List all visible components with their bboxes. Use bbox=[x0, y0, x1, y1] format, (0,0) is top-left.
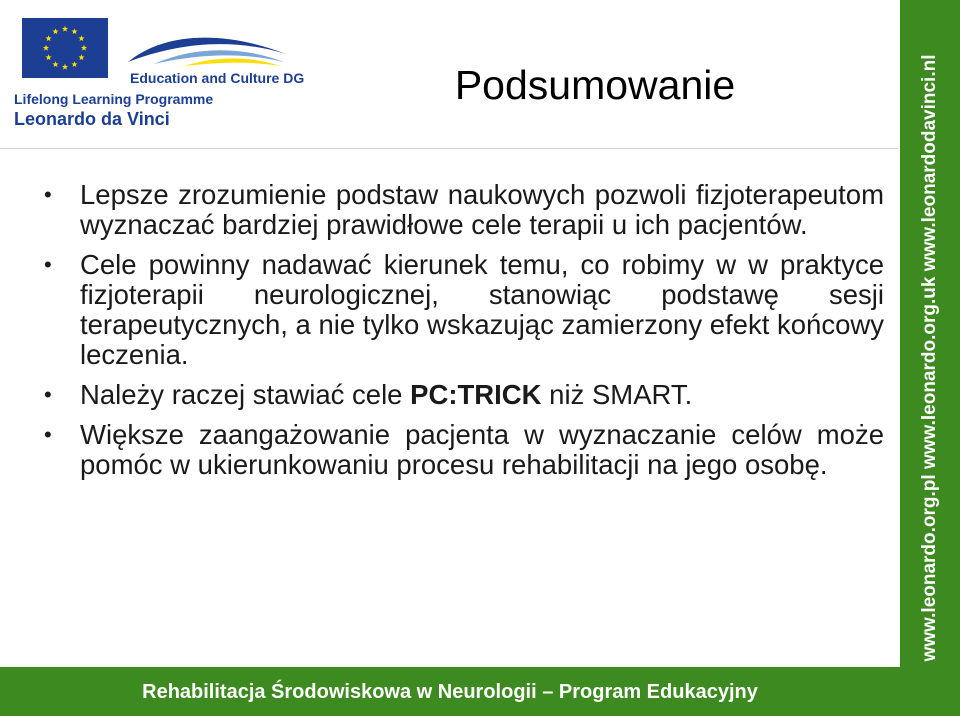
bullet-text-bold: PC:TRICK bbox=[410, 379, 542, 410]
bullet-text: Cele powinny nadawać kierunek temu, co robimy w w praktyce fizjoterapii neurologicznej, stanowiąc podstawę sesji terapeutycznych, a nie tylko wskazując zamierzony efekt końcowy leczenia. bbox=[80, 249, 884, 370]
programme-label: Lifelong Learning Programme bbox=[14, 91, 214, 107]
leonardo-label: Leonardo da Vinci bbox=[14, 109, 170, 129]
bullet-dot-icon: • bbox=[44, 182, 52, 207]
footer-text: Rehabilitacja Środowiskowa w Neurologii – Program Edukacyjny bbox=[142, 681, 758, 703]
bullet-item-3 bbox=[44, 380, 884, 410]
bullet-text-pre: Należy raczej stawiać cele bbox=[80, 379, 411, 410]
eu-flag-icon bbox=[22, 18, 108, 78]
slide-title: Podsumowanie bbox=[454, 62, 736, 108]
bullet-item-1 bbox=[44, 180, 884, 240]
bullet-text: Większe zaangażowanie pacjenta w wyznaczanie celów może pomóc w ukierunkowaniu procesu rehabilitacji na jego osobę. bbox=[80, 419, 884, 480]
bullet-text: Lepsze zrozumienie podstaw naukowych pozwoli fizjoterapeutom wyznaczać bardziej prawidłowe cele terapii u ich pacjentów. bbox=[80, 179, 884, 240]
bullet-dot-icon: • bbox=[44, 252, 52, 277]
dg-label: Education and Culture DG bbox=[130, 70, 305, 86]
sidebar-links: www.leonardo.org.pl www.leonardo.org.uk www.leonardodavinci.nl bbox=[919, 54, 940, 662]
bullet-item-2 bbox=[44, 250, 884, 370]
logo-header bbox=[0, 0, 305, 138]
bullet-text-post: niż SMART. bbox=[541, 379, 693, 410]
dg-swoosh-icon bbox=[124, 28, 290, 68]
bullet-dot-icon: • bbox=[44, 382, 52, 407]
bullet-item-4 bbox=[44, 420, 884, 480]
title-divider bbox=[0, 148, 898, 149]
footer-bar bbox=[0, 667, 900, 716]
bullet-dot-icon: • bbox=[44, 422, 52, 447]
bullet-list bbox=[44, 180, 884, 490]
